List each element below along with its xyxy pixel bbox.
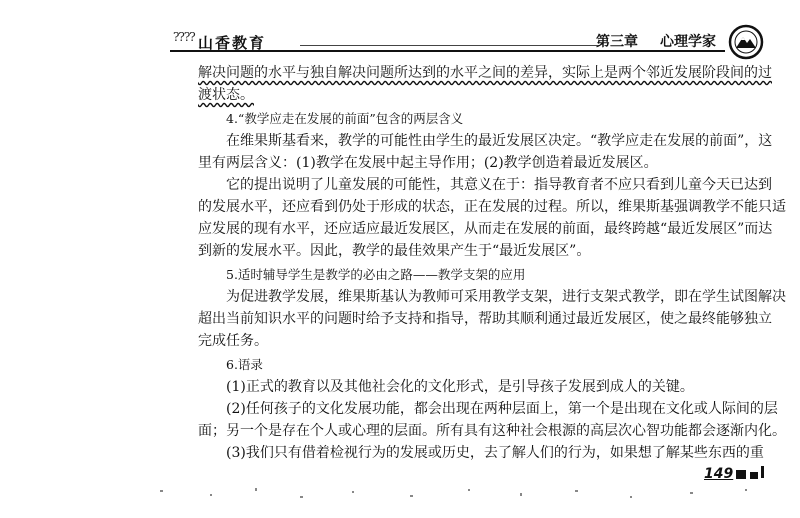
subheading-4: 4.“教学应走在发展的前面”包含的两层含义 bbox=[226, 111, 464, 126]
text-line-5: 它的提出说明了儿童发展的可能性，其意义在于：指导教育者不应只看到儿童今天已达到 bbox=[226, 177, 772, 193]
subheading-5: 5.适时辅导学生是教学的必由之路——教学支架的应用 bbox=[226, 267, 526, 282]
text-line-9: 为促进教学发展，维果斯基认为教师可采用教学支架，进行支架式教学，即在学生试图解决 bbox=[226, 289, 786, 305]
page-number: 149 bbox=[704, 466, 734, 482]
text-line-10: 超出当前知识水平的问题时给予支持和指导，帮助其顺利通过最近发展区，使之最终能够独立 bbox=[198, 311, 772, 327]
text-line-1: 解决问题的水平与独自解决问题所达到的水平之间的差异，实际上是两个邻近发展阶段间的过 bbox=[198, 65, 772, 81]
footer-mark-bar bbox=[761, 466, 764, 478]
header-section-title: 心理学家 bbox=[660, 34, 716, 50]
text-line-8: 到新的发展水平。因此，教学的最佳效果产生于“最近发展区”。 bbox=[198, 243, 591, 259]
text-line-12: (1)正式的教育以及其他社会化的文化形式，是引导孩子发展到成人的关键。 bbox=[226, 379, 694, 395]
text-line-6: 的发展水平，还应看到仍处于形成的状态，正在发展的过程。所以，维果斯基强调教学不能只适 bbox=[198, 199, 786, 215]
header-chapter: 第三章 bbox=[596, 34, 638, 50]
footer-mark bbox=[736, 470, 746, 479]
scan-noise bbox=[0, 480, 800, 518]
text-line-13: (2)任何孩子的文化发展功能，都会出现在两种层面上，第一个是出现在文化或人际间的层 bbox=[226, 401, 778, 417]
text-line-4: 里有两层含义：(1)教学在发展中起主导作用；(2)教学创造着最近发展区。 bbox=[198, 155, 658, 171]
subheading-6: 6.语录 bbox=[226, 357, 263, 372]
header-dots: ???? bbox=[173, 30, 195, 44]
text-line-7: 应发展的现有水平，还应适应最近发展区，从而走在发展的前面，最终跨越“最近发展区”而达 bbox=[198, 221, 773, 237]
text-line-11: 完成任务。 bbox=[198, 333, 268, 349]
text-line-2: 渡状态。 bbox=[198, 87, 254, 103]
text-line-14: 面；另一个是存在个人或心理的层面。所有具有这种社会根源的高层次心智功能都会逐渐内化。 bbox=[198, 423, 786, 439]
header-rule-thin bbox=[300, 45, 600, 46]
footer-mark-small bbox=[750, 472, 758, 479]
header-brand: 山香教育 bbox=[198, 34, 267, 52]
header-rule bbox=[170, 50, 725, 52]
text-line-15: (3)我们只有借着检视行为的发展或历史，去了解人们的行为，如果想了解某些东西的重 bbox=[226, 445, 764, 461]
text-line-3: 在维果斯基看来，教学的可能性由学生的最近发展区决定。“教学应走在发展的前面”，这 bbox=[226, 133, 773, 149]
mountain-emblem-icon bbox=[728, 24, 764, 60]
